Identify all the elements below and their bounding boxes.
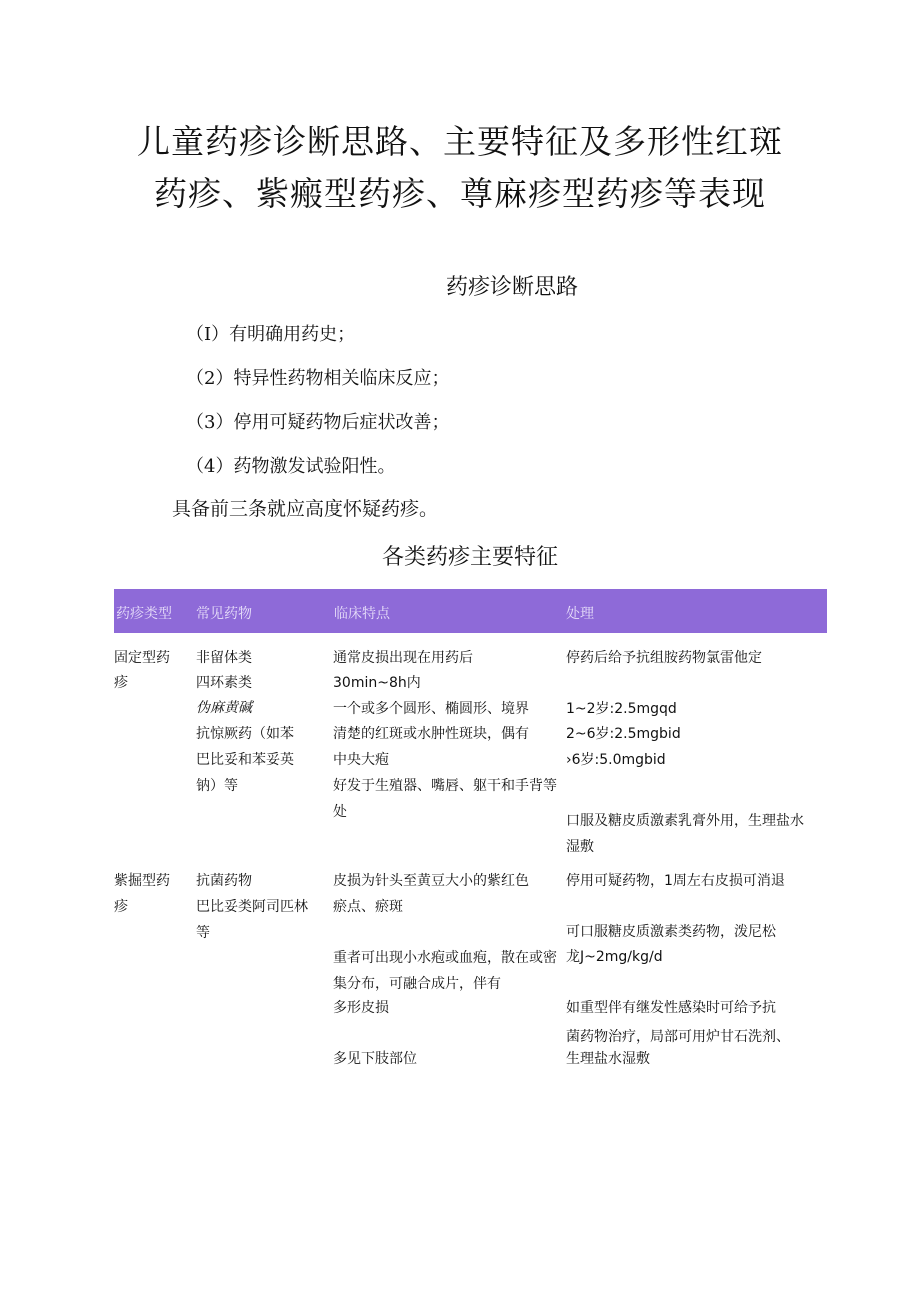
criterion-3: （3）停用可疑药物后症状改善； (186, 412, 450, 433)
row2-treatment: 停用可疑药物，1周左右皮损可消退 (566, 873, 785, 889)
table-header (114, 589, 827, 633)
row1-drug: 钠）等 (196, 778, 238, 794)
row1-drug: 四环素类 (196, 675, 252, 691)
column-header-drugs: 常见药物 (196, 606, 252, 622)
row1-clinical: 通常皮损出现在用药后 (333, 650, 473, 666)
row1-drug: 非留体类 (196, 650, 252, 666)
row2-treatment: 龙J~2mg∕kg∕d (566, 949, 663, 965)
row2-clinical: 瘀点、瘀斑 (333, 899, 403, 915)
document-title-line-1: 儿童药疹诊断思路、主要特征及多形性红斑 (137, 122, 783, 161)
row1-type-line1: 固定型药 (114, 650, 170, 666)
row1-clinical: 好发于生殖器、嘴唇、躯干和手背等 (333, 778, 557, 794)
row2-treatment: 菌药物治疗，局部可用炉甘石洗剂、 (566, 1029, 790, 1045)
row2-treatment: 生理盐水湿敷 (566, 1051, 650, 1067)
column-header-type: 药疹类型 (116, 606, 172, 622)
row1-clinical: 处 (333, 804, 347, 820)
column-header-treatment: 处理 (566, 606, 594, 622)
document-title-line-2: 药疹、紫瘢型药疹、尊麻疹型药疹等表现 (154, 174, 766, 213)
row2-clinical: 重者可出现小水疱或血疱，散在或密 (333, 950, 557, 966)
row1-drug: 伪麻黄碱 (196, 700, 252, 716)
criterion-1: （I）有明确用药史； (186, 324, 356, 345)
row2-drug: 巴比妥类阿司匹林 (196, 899, 308, 915)
row2-drug: 抗菌药物 (196, 873, 252, 889)
row1-treatment: 1~2岁:2.5mgqd (566, 701, 677, 717)
row1-treatment: 2~6岁:2.5mgbid (566, 726, 681, 742)
row1-clinical: 中央大疱 (333, 752, 389, 768)
column-header-clinical: 临床特点 (334, 606, 390, 622)
row2-treatment: 可口服糖皮质激素类药物，泼尼松 (566, 924, 776, 940)
section-heading-diagnosis: 药疹诊断思路 (445, 275, 578, 300)
row1-clinical: 清楚的红斑或水肿性斑块，偶有 (333, 726, 529, 742)
row2-type-line1: 紫掘型药 (114, 873, 170, 889)
section-heading-features: 各类药疹主要特征 (381, 545, 558, 570)
row1-treatment: ›6岁:5.0mgbid (566, 752, 666, 768)
row1-clinical: 一个或多个圆形、椭圆形、境界 (333, 701, 529, 717)
row1-drug: 巴比妥和苯妥英 (196, 752, 294, 768)
row2-treatment: 如重型伴有继发性感染时可给予抗 (566, 1000, 776, 1016)
row2-drug: 等 (196, 925, 210, 941)
criterion-4: （4）药物激发试验阳性。 (186, 456, 396, 477)
row2-clinical: 多见下肢部位 (333, 1051, 417, 1067)
row1-treatment: 湿敷 (566, 839, 594, 855)
row1-clinical: 30min~8h内 (333, 675, 421, 691)
row2-clinical: 多形皮损 (333, 1000, 389, 1016)
row2-clinical: 集分布，可融合成片，伴有 (333, 976, 501, 992)
row1-treatment: 停药后给予抗组胺药物氯雷他定 (566, 650, 762, 666)
row2-clinical: 皮损为针头至黄豆大小的紫红色 (333, 873, 529, 889)
row1-treatment: 口服及糖皮质激素乳膏外用，生理盐水 (566, 813, 804, 829)
diagnosis-conclusion: 具备前三条就应高度怀疑药疹。 (172, 498, 439, 520)
row1-type-line2: 疹 (114, 675, 128, 691)
criterion-2: （2）特异性药物相关临床反应； (186, 368, 450, 389)
row2-type-line2: 疹 (114, 899, 128, 915)
row1-drug: 抗惊厥药（如苯 (196, 726, 294, 742)
